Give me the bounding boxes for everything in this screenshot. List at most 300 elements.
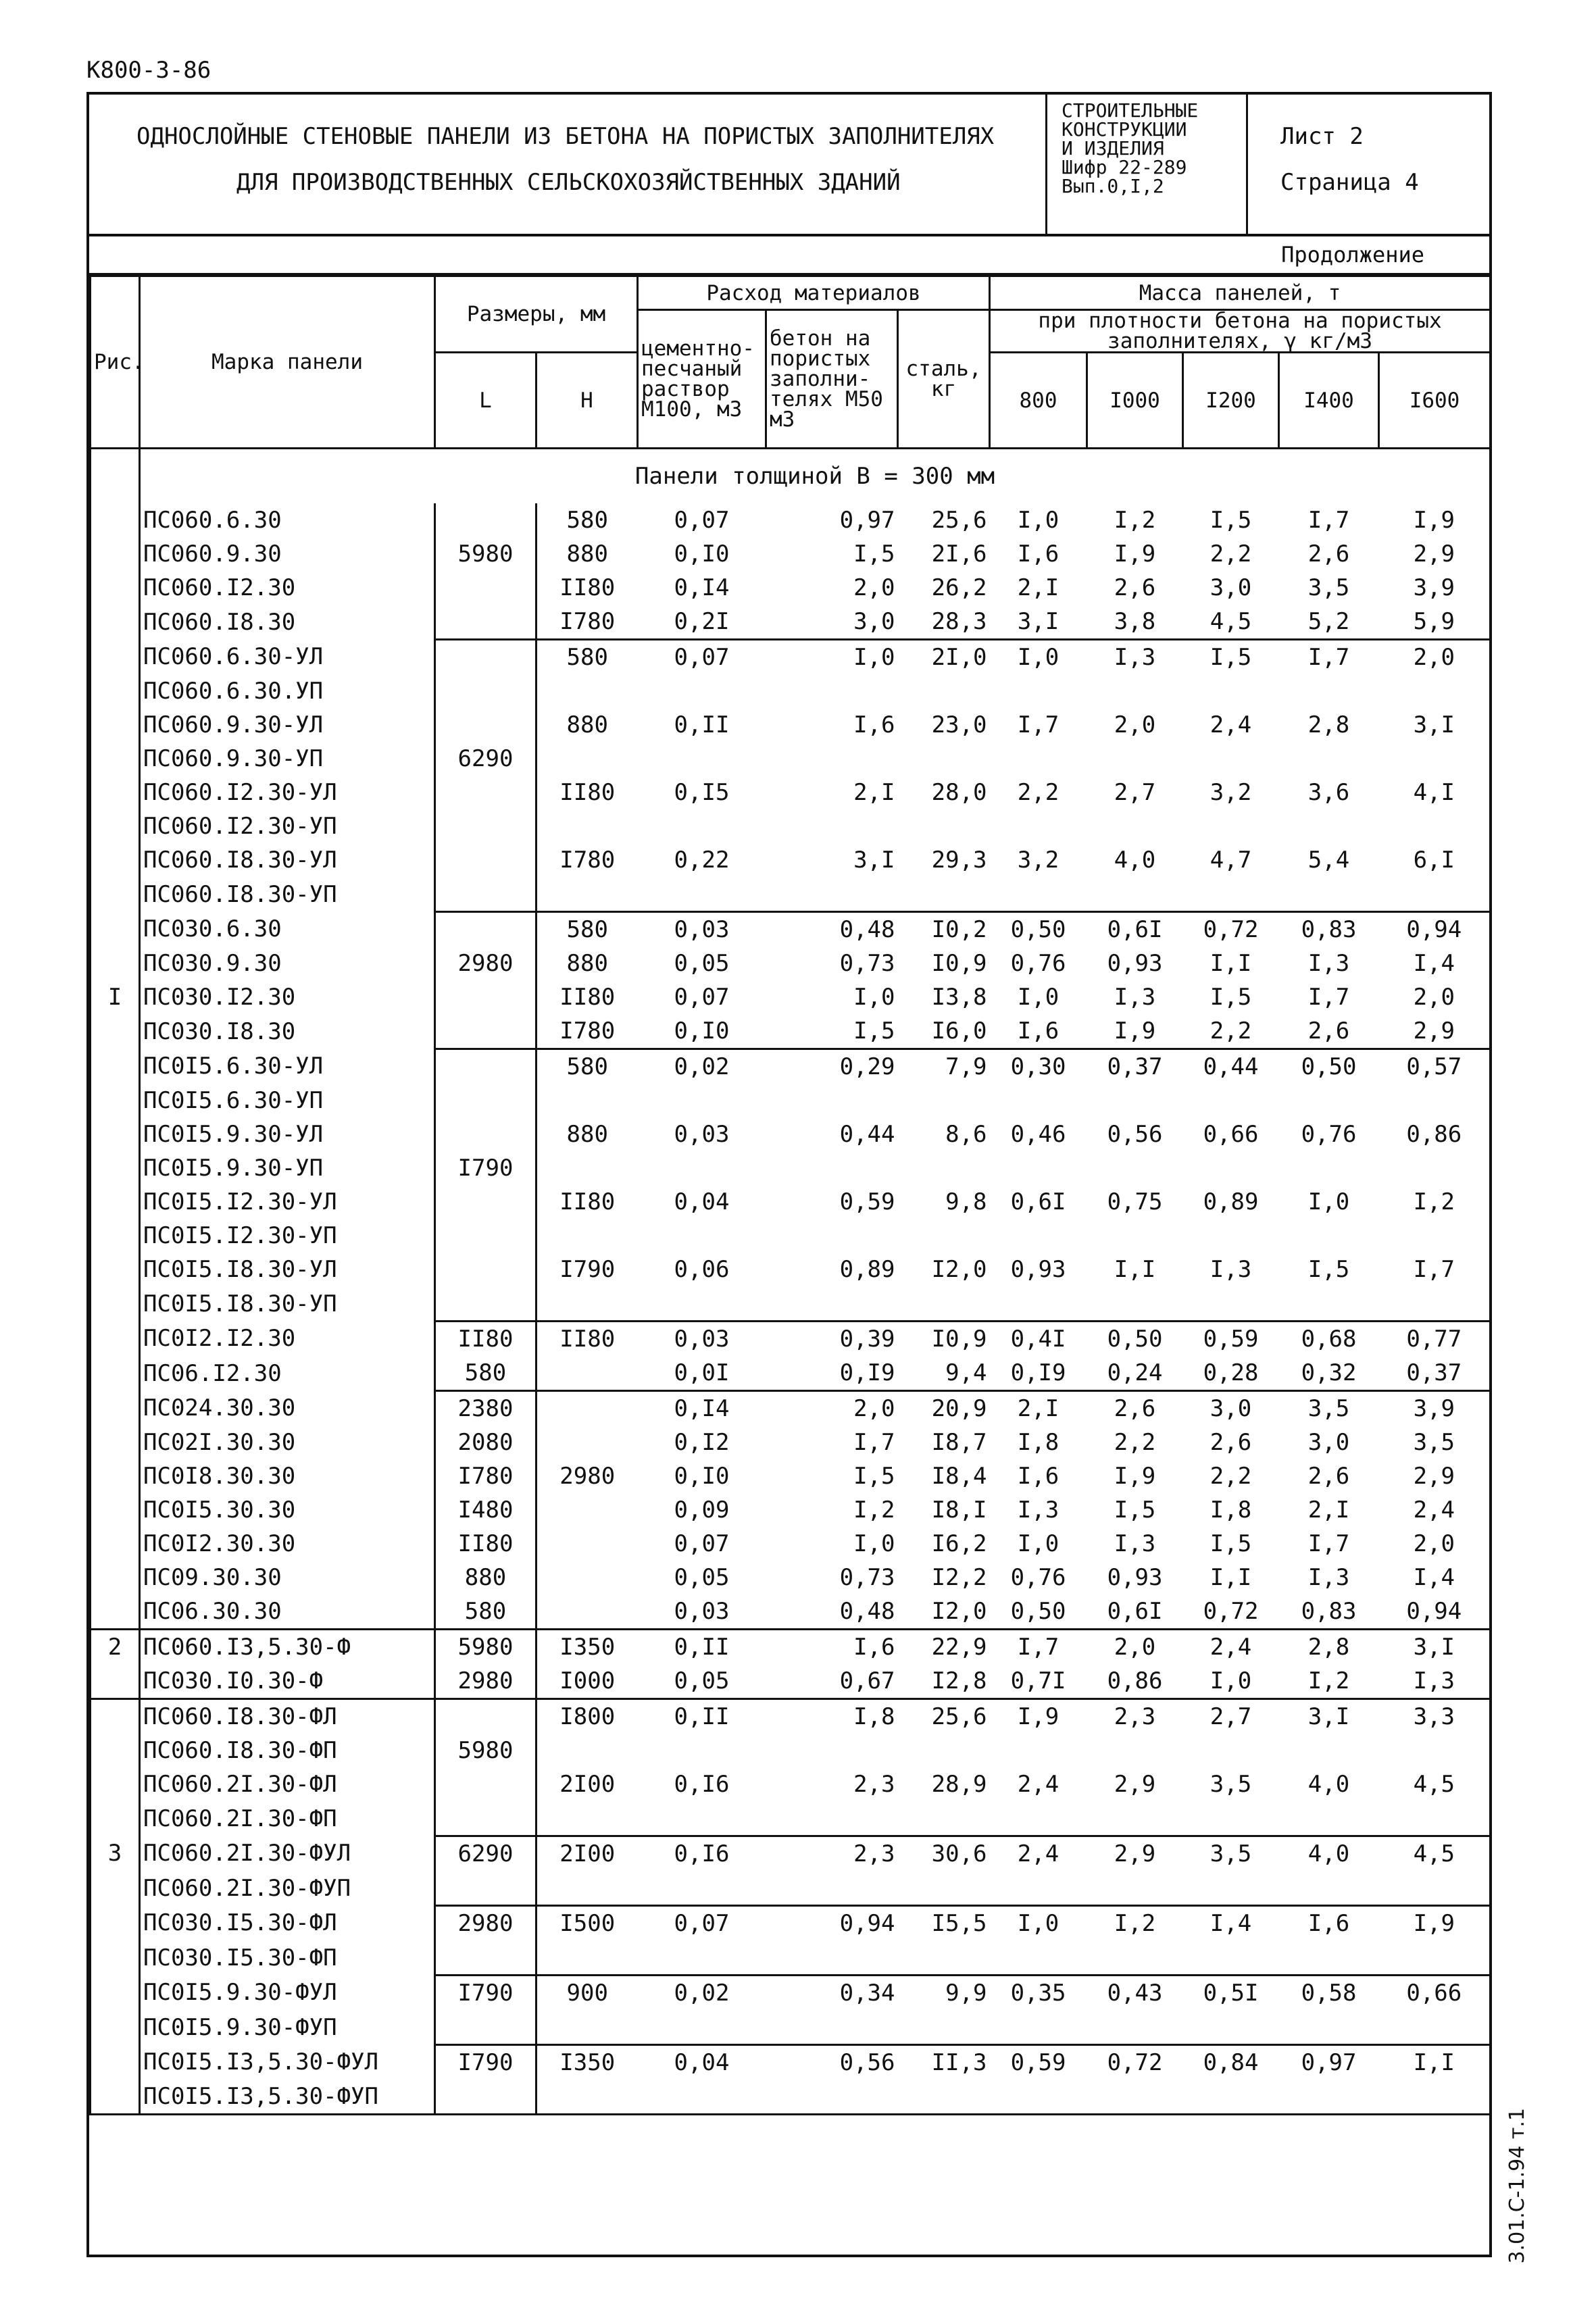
figure-cell — [91, 605, 140, 640]
figure-cell — [91, 843, 140, 877]
panel-mark: ПС06.I2.30 — [140, 1356, 435, 1391]
steel-value: I8,4 — [931, 1463, 987, 1490]
mass-value: 4,5 — [1379, 1836, 1491, 1871]
dim-h — [537, 674, 638, 708]
dim-h: 900 — [537, 1976, 638, 2011]
mortar-value: 0,I4 — [674, 574, 730, 601]
mass-value: I,8 — [1210, 1496, 1252, 1524]
mass-value — [990, 1801, 1087, 1836]
dim-h — [537, 1151, 638, 1185]
concrete-value: 2,3 — [853, 1771, 895, 1798]
mortar-value: 0,07 — [638, 640, 766, 675]
table-row — [91, 1767, 1491, 1801]
mass-value — [1087, 1219, 1183, 1253]
mass-value: I,5 — [1210, 984, 1252, 1011]
title-series-block — [1045, 95, 1248, 234]
table-row — [91, 742, 1491, 776]
mass-value: 2,4 — [990, 1836, 1087, 1871]
steel-value — [898, 1151, 990, 1185]
mortar-value: 0,09 — [674, 1496, 730, 1524]
concrete-value: 0,48 — [839, 1598, 895, 1625]
mortar-value — [638, 809, 766, 843]
mass-value — [1379, 1734, 1491, 1767]
mortar-value: 0,07 — [674, 507, 730, 534]
concrete-value: 0,73 — [839, 950, 895, 977]
mass-value: 3,0 — [1183, 1391, 1279, 1426]
mass-value — [990, 1286, 1087, 1322]
mass-value: 0,72 — [1203, 1598, 1259, 1625]
steel-value: 9,9 — [898, 1976, 990, 2011]
mass-value: 0,75 — [1107, 1188, 1163, 1215]
steel-value — [898, 742, 990, 776]
steel-value: I2,0 — [931, 1256, 987, 1283]
mass-value: 4,0 — [1279, 1836, 1379, 1871]
concrete-value — [766, 1151, 898, 1185]
figure-cell — [91, 1976, 140, 2011]
mortar-value: 0,03 — [674, 1121, 730, 1148]
dim-h — [537, 1561, 638, 1594]
concrete-value: 0,94 — [766, 1906, 898, 1941]
mass-value: 3,I — [1379, 1630, 1491, 1665]
table-row — [91, 1801, 1491, 1836]
mortar-value — [638, 674, 766, 708]
table-row — [91, 947, 1491, 980]
dim-h — [537, 1940, 638, 1976]
figure-cell — [91, 1527, 140, 1561]
mortar-value: 0,I4 — [638, 1391, 766, 1426]
mass-value: I,3 — [1017, 1496, 1059, 1524]
dim-l — [435, 1049, 537, 1084]
mass-value: 2,8 — [1279, 1630, 1379, 1665]
figure-cell — [91, 1699, 140, 1734]
concrete-value: 3,I — [853, 847, 895, 874]
concrete-value — [766, 1940, 898, 1976]
concrete-value: I,5 — [853, 1463, 895, 1490]
mass-value — [990, 1151, 1087, 1185]
mass-value: 0,72 — [1087, 2045, 1183, 2080]
steel-value: II,3 — [898, 2045, 990, 2080]
mass-value: I,0 — [1017, 507, 1059, 534]
panel-mark: ПС0I5.I2.30-УП — [140, 1219, 435, 1253]
figure-cell — [91, 674, 140, 708]
dim-h: I500 — [537, 1906, 638, 1941]
panel-mark: ПС060.2I.30-ФЛ — [140, 1767, 435, 1801]
mass-value: 4,0 — [1307, 1771, 1350, 1798]
dim-h — [537, 2080, 638, 2115]
mass-value: 0,6I — [1087, 912, 1183, 947]
mass-value: I,2 — [1307, 1667, 1350, 1694]
mortar-value: 0,I5 — [674, 779, 730, 806]
mass-value — [1379, 1219, 1491, 1253]
mass-value — [1183, 1871, 1279, 1906]
mass-value: 0,4I — [990, 1322, 1087, 1357]
concrete-value: I,0 — [853, 984, 895, 1011]
dim-l — [435, 1219, 537, 1253]
dim-h: 880 — [566, 540, 608, 568]
panels-table — [89, 275, 1491, 2115]
mass-value: I,7 — [1307, 984, 1350, 1011]
mass-value: 0,35 — [990, 1976, 1087, 2011]
table-row — [91, 1871, 1491, 1906]
figure-cell — [91, 2080, 140, 2115]
concrete-value: I,2 — [853, 1496, 895, 1524]
dim-l — [435, 1253, 537, 1286]
dim-l — [435, 1871, 537, 1906]
figure-cell: 3 — [91, 1836, 140, 1871]
mass-value — [1279, 674, 1379, 708]
mass-value: I,3 — [1307, 950, 1350, 977]
mass-value: 3,9 — [1379, 1391, 1491, 1426]
mass-value — [1379, 1151, 1491, 1185]
steel-value: 25,6 — [898, 1699, 990, 1734]
mass-value: I,9 — [1114, 540, 1156, 568]
mass-value: 0,83 — [1279, 912, 1379, 947]
steel-value: 23,0 — [931, 711, 987, 738]
concrete-value: 2,0 — [766, 1391, 898, 1426]
mass-value: I,6 — [1017, 1017, 1059, 1045]
mass-value: 0,77 — [1379, 1322, 1491, 1357]
dim-l: 5980 — [435, 1630, 537, 1665]
mass-value — [1379, 809, 1491, 843]
dim-l — [435, 2080, 537, 2115]
mass-value: I,4 — [1379, 947, 1491, 980]
dim-l — [435, 776, 537, 809]
figure-cell — [91, 1219, 140, 1253]
mass-value: I,0 — [1017, 984, 1059, 1011]
dim-l: 2980 — [435, 1664, 537, 1699]
concrete-value: 2,3 — [766, 1836, 898, 1871]
figure-cell — [91, 1940, 140, 1976]
steel-value: 29,3 — [931, 847, 987, 874]
concrete-value: I,5 — [853, 540, 895, 568]
mass-value — [990, 1940, 1087, 1976]
mass-value: I,4 — [1379, 1561, 1491, 1594]
figure-cell — [91, 640, 140, 675]
mass-value: 2,I — [990, 1391, 1087, 1426]
mass-value: 0,89 — [1203, 1188, 1259, 1215]
mass-value — [1183, 1084, 1279, 1117]
dim-h — [537, 809, 638, 843]
mass-value: 0,84 — [1183, 2045, 1279, 2080]
mass-value — [990, 1219, 1087, 1253]
panel-mark: ПС060.9.30 — [140, 537, 435, 571]
concrete-value: 0,67 — [839, 1667, 895, 1694]
mass-value — [1379, 1940, 1491, 1976]
panel-mark: ПС030.I5.30-ФЛ — [140, 1906, 435, 1941]
mass-value — [1279, 1940, 1379, 1976]
dim-h — [537, 1391, 638, 1426]
dim-h: I790 — [559, 1256, 616, 1283]
mass-value: 0,72 — [1183, 912, 1279, 947]
dim-h — [537, 1734, 638, 1767]
mass-value: 2,6 — [1114, 574, 1156, 601]
dim-h: II80 — [559, 984, 616, 1011]
dim-l: 5980 — [435, 1734, 537, 1767]
section-title: Панели толщиной В = 300 мм — [140, 449, 1491, 504]
dim-l — [435, 1185, 537, 1219]
concrete-value — [766, 877, 898, 912]
mass-value — [1087, 1801, 1183, 1836]
concrete-value — [766, 1801, 898, 1836]
mass-value: 4,5 — [1210, 608, 1252, 635]
panel-mark: ПС030.6.30 — [140, 912, 435, 947]
concrete-value — [766, 1734, 898, 1767]
concrete-value: I,0 — [853, 1530, 895, 1557]
panel-mark: ПС0I5.6.30-УЛ — [140, 1049, 435, 1084]
mortar-value — [638, 2080, 766, 2115]
table-row — [91, 1219, 1491, 1253]
mass-value: I,7 — [1279, 640, 1379, 675]
mass-value: 2,0 — [1379, 1527, 1491, 1561]
mass-value: 3,8 — [1114, 608, 1156, 635]
steel-value — [898, 1940, 990, 1976]
mass-value: I,7 — [1307, 507, 1350, 534]
mortar-value — [638, 1734, 766, 1767]
mass-value — [1183, 1734, 1279, 1767]
concrete-value: 0,73 — [839, 1564, 895, 1591]
continuation-label: Продолжение — [1281, 242, 1424, 268]
mass-value — [1279, 2010, 1379, 2045]
dim-h: I780 — [559, 608, 616, 635]
mass-value: 2,2 — [1210, 1463, 1252, 1490]
mass-value — [1379, 2010, 1491, 2045]
table-row — [91, 809, 1491, 843]
steel-value: 30,6 — [898, 1836, 990, 1871]
panel-mark: ПС060.6.30 — [140, 503, 435, 537]
dim-h: I780 — [559, 847, 616, 874]
mass-value: 0,46 — [1010, 1121, 1066, 1148]
concrete-value: 0,44 — [839, 1121, 895, 1148]
mortar-value: 0,05 — [674, 1564, 730, 1591]
mass-value: 6,I — [1379, 843, 1491, 877]
figure-cell — [91, 2010, 140, 2045]
panel-mark: ПС060.I8.30-УП — [140, 877, 435, 912]
table-row — [91, 1561, 1491, 1594]
panel-mark: ПС060.I8.30 — [140, 605, 435, 640]
table-row — [91, 1527, 1491, 1561]
mass-value: 2,9 — [1379, 1459, 1491, 1493]
concrete-value: 0,89 — [839, 1256, 895, 1283]
concrete-value — [766, 2010, 898, 2045]
table-row — [91, 1664, 1491, 1699]
dim-l — [435, 877, 537, 912]
concrete-value: 0,59 — [839, 1188, 895, 1215]
header-density-1400: I400 — [1279, 353, 1379, 449]
table-row — [91, 1151, 1491, 1185]
dim-l — [435, 571, 537, 605]
concrete-value: 2,0 — [853, 574, 895, 601]
mass-value: 2,2 — [1114, 1429, 1156, 1456]
mass-value — [1379, 1286, 1491, 1322]
page-number: Страница 4 — [1280, 169, 1419, 196]
dim-h: 580 — [537, 1049, 638, 1084]
mass-value — [1087, 1940, 1183, 1976]
mass-value: I,3 — [1114, 984, 1156, 1011]
figure-cell — [91, 1426, 140, 1459]
mass-value: 2,0 — [1114, 711, 1156, 738]
dim-h: 580 — [537, 640, 638, 675]
figure-cell — [91, 947, 140, 980]
dim-l — [435, 1084, 537, 1117]
mass-value: 3,0 — [1307, 1429, 1350, 1456]
mass-value: I,0 — [990, 1906, 1087, 1941]
panel-mark: ПС0I5.I3,5.30-ФУЛ — [140, 2045, 435, 2080]
concrete-value: 2,I — [853, 779, 895, 806]
mass-value — [1087, 1286, 1183, 1322]
steel-value: I2,8 — [931, 1667, 987, 1694]
mass-value — [1087, 742, 1183, 776]
mass-value — [1183, 1219, 1279, 1253]
title-main — [89, 95, 1047, 234]
mass-value: 0,86 — [1379, 1117, 1491, 1151]
mass-value: 0,7I — [1010, 1667, 1066, 1694]
header-mass: Масса панелей, т — [990, 276, 1491, 310]
table-row — [91, 1630, 1491, 1665]
mortar-value: 0,02 — [638, 1049, 766, 1084]
header-mark: Марка панели — [140, 276, 435, 449]
mass-value — [1379, 742, 1491, 776]
panel-mark: ПС0I5.I2.30-УЛ — [140, 1185, 435, 1219]
mortar-value: 0,07 — [674, 984, 730, 1011]
mass-value: I,4 — [1183, 1906, 1279, 1941]
dim-l: I480 — [435, 1493, 537, 1527]
mass-value: 3,5 — [1183, 1836, 1279, 1871]
figure-cell — [91, 1493, 140, 1527]
mass-value: I,7 — [1017, 711, 1059, 738]
mass-value: 4,0 — [1114, 847, 1156, 874]
mass-value: 2,7 — [1183, 1699, 1279, 1734]
mass-value: I,6 — [1017, 1463, 1059, 1490]
mass-value: 2,I — [1017, 574, 1059, 601]
mass-value — [990, 1084, 1087, 1117]
steel-value — [898, 1801, 990, 1836]
table-row — [91, 1734, 1491, 1767]
mortar-value: 0,I0 — [674, 1463, 730, 1490]
dim-h — [537, 2010, 638, 2045]
mass-value: 2,2 — [1017, 779, 1059, 806]
mass-value: 2,I — [1307, 1496, 1350, 1524]
mass-value: I,6 — [1279, 1906, 1379, 1941]
mortar-value: 0,I2 — [674, 1429, 730, 1456]
mass-value: I,2 — [1114, 507, 1156, 534]
mass-value: I,0 — [1307, 1188, 1350, 1215]
panel-mark: ПС0I2.I2.30 — [140, 1322, 435, 1357]
steel-value: 26,2 — [931, 574, 987, 601]
figure-cell — [91, 1049, 140, 1084]
dim-h: 2I00 — [559, 1771, 616, 1798]
mortar-value — [638, 1940, 766, 1976]
mass-value — [1379, 1084, 1491, 1117]
steel-value: I6,2 — [931, 1530, 987, 1557]
panel-mark: ПС060.I2.30 — [140, 571, 435, 605]
panel-mark: ПС030.I0.30-Ф — [140, 1664, 435, 1699]
mortar-value — [638, 1151, 766, 1185]
mass-value: 0,43 — [1087, 1976, 1183, 2011]
dim-l — [435, 1014, 537, 1049]
mortar-value: 0,02 — [638, 1976, 766, 2011]
header-dim-h: H — [537, 353, 638, 449]
concrete-value: I,7 — [853, 1429, 895, 1456]
concrete-value: 0,34 — [766, 1976, 898, 2011]
mass-value: 0,30 — [990, 1049, 1087, 1084]
mass-value: 4,7 — [1210, 847, 1252, 874]
mass-value: 4,5 — [1379, 1767, 1491, 1801]
mass-value: 0,50 — [1279, 1049, 1379, 1084]
panel-mark: ПС060.2I.30-ФУП — [140, 1871, 435, 1906]
dim-h — [537, 1801, 638, 1836]
panel-mark: ПС060.I8.30-ФЛ — [140, 1699, 435, 1734]
table-row — [91, 1286, 1491, 1322]
mass-value: 0,86 — [1107, 1667, 1163, 1694]
table-row — [91, 537, 1491, 571]
table-row — [91, 1117, 1491, 1151]
mass-value — [1183, 1940, 1279, 1976]
steel-value: 7,9 — [898, 1049, 990, 1084]
mass-value: I,5 — [1210, 507, 1252, 534]
mass-value — [1087, 2010, 1183, 2045]
mass-value: 5,2 — [1307, 608, 1350, 635]
dim-h — [537, 1493, 638, 1527]
mortar-value: 0,06 — [674, 1256, 730, 1283]
steel-value — [898, 674, 990, 708]
dim-l: II80 — [435, 1322, 537, 1357]
dim-h: II80 — [537, 1322, 638, 1357]
mass-value: 0,93 — [1107, 1564, 1163, 1591]
mass-value: 2,9 — [1379, 537, 1491, 571]
mass-value: 2,7 — [1114, 779, 1156, 806]
steel-value — [898, 1871, 990, 1906]
table-row — [91, 2045, 1491, 2080]
mass-value — [1379, 877, 1491, 912]
mass-value — [990, 2010, 1087, 2045]
mass-value: 0,50 — [1010, 1598, 1066, 1625]
dim-h: II80 — [559, 779, 616, 806]
mass-value: 2,9 — [1379, 1014, 1491, 1049]
table-row — [91, 1906, 1491, 1941]
panel-mark: ПС0I8.30.30 — [140, 1459, 435, 1493]
mortar-value — [638, 1286, 766, 1322]
mass-value: I,6 — [1017, 540, 1059, 568]
figure-cell — [91, 1185, 140, 1219]
mass-value — [1183, 2010, 1279, 2045]
dim-h: 580 — [537, 912, 638, 947]
dim-h: 2980 — [559, 1463, 616, 1490]
mass-value — [1087, 1734, 1183, 1767]
dim-h — [537, 1286, 638, 1322]
dim-l — [435, 1699, 537, 1734]
mass-value: 0,97 — [1279, 2045, 1379, 2080]
figure-cell — [91, 1322, 140, 1357]
mass-value: I,5 — [1307, 1256, 1350, 1283]
table-row — [91, 1426, 1491, 1459]
dim-l: I790 — [435, 2045, 537, 2080]
figure-cell — [91, 1286, 140, 1322]
mass-value: 2,8 — [1307, 711, 1350, 738]
mass-value — [1087, 809, 1183, 843]
panel-mark: ПС024.30.30 — [140, 1391, 435, 1426]
mass-value: 0,59 — [990, 2045, 1087, 2080]
table-row — [91, 843, 1491, 877]
steel-value: 9,4 — [945, 1359, 987, 1386]
panel-mark: ПС060.I8.30-УЛ — [140, 843, 435, 877]
mass-value: 2,9 — [1114, 1771, 1156, 1798]
mass-value: I,0 — [1017, 1530, 1059, 1557]
mass-value: 0,68 — [1279, 1322, 1379, 1357]
steel-value: 9,8 — [945, 1188, 987, 1215]
figure-cell — [91, 2045, 140, 2080]
panel-mark: ПС0I5.9.30-ФУЛ — [140, 1976, 435, 2011]
steel-value: I2,0 — [931, 1598, 987, 1625]
